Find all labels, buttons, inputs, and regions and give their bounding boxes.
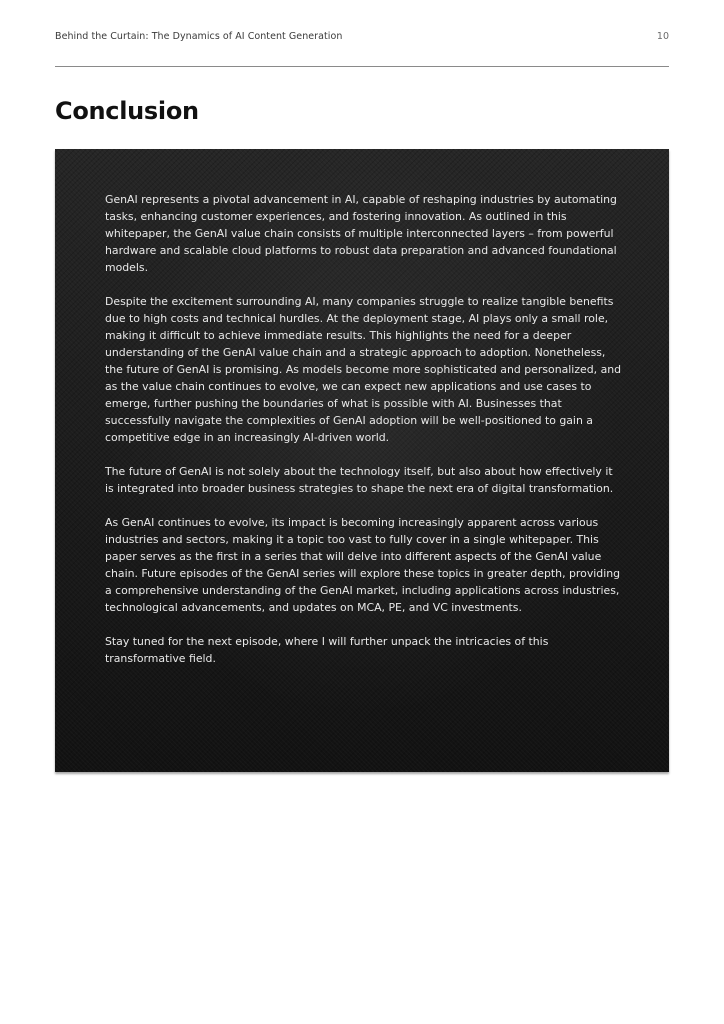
page-number: 10 (656, 31, 669, 42)
paragraph-2: Despite the excitement surrounding AI, many companies struggle to realize tangible benefits due to high costs and technical hurdles. At the deployment stage, AI plays only a small role, making it difficult to achieve immediate results. This highlights the need for a deeper understanding of the GenAI value chain and a strategic approach to adoption. Nonetheless, the future of GenAI is promising. As models become more sophisticated and personalized, and as the value chain continues to evolve, we can expect new applications and use cases to emerge, further pushing the boundaries of what is possible with AI. Businesses that successfully navigate the complexities of GenAI adoption will be well-positioned to gain a competitive edge in an increasingly AI-driven world. (105, 295, 622, 444)
paragraph-4: As GenAI continues to evolve, its impact is becoming increasingly apparent across various industries and sectors, making it a topic too vast to fully cover in a single whitepaper. This paper serves as the first in a series that will delve into different aspects of the GenAI value chain. Future episodes of the GenAI series will explore these topics in greater depth, providing a comprehensive understanding of the GenAI market, including applications across industries, technological advancements, and updates on MCA, PE, and VC investments. (105, 516, 621, 614)
conclusion-body (105, 191, 623, 667)
header-divider (55, 66, 669, 67)
conclusion-panel (55, 149, 669, 772)
paragraph-3: The future of GenAI is not solely about the technology itself, but also about how effectively it is integrated into broader business strategies to shape the next era of digital transformation. (105, 465, 614, 495)
paragraph-5: Stay tuned for the next episode, where I will further unpack the intricacies of this transformative field. (105, 635, 549, 665)
page-title: Conclusion (55, 97, 199, 125)
running-title: Behind the Curtain: The Dynamics of AI Content Generation (55, 31, 343, 42)
paragraph-1: GenAI represents a pivotal advancement in AI, capable of reshaping industries by automating tasks, enhancing customer experiences, and fostering innovation. As outlined in this whitepaper, the GenAI value chain consists of multiple interconnected layers – from powerful hardware and scalable cloud platforms to robust data preparation and advanced foundational models. (105, 193, 617, 274)
